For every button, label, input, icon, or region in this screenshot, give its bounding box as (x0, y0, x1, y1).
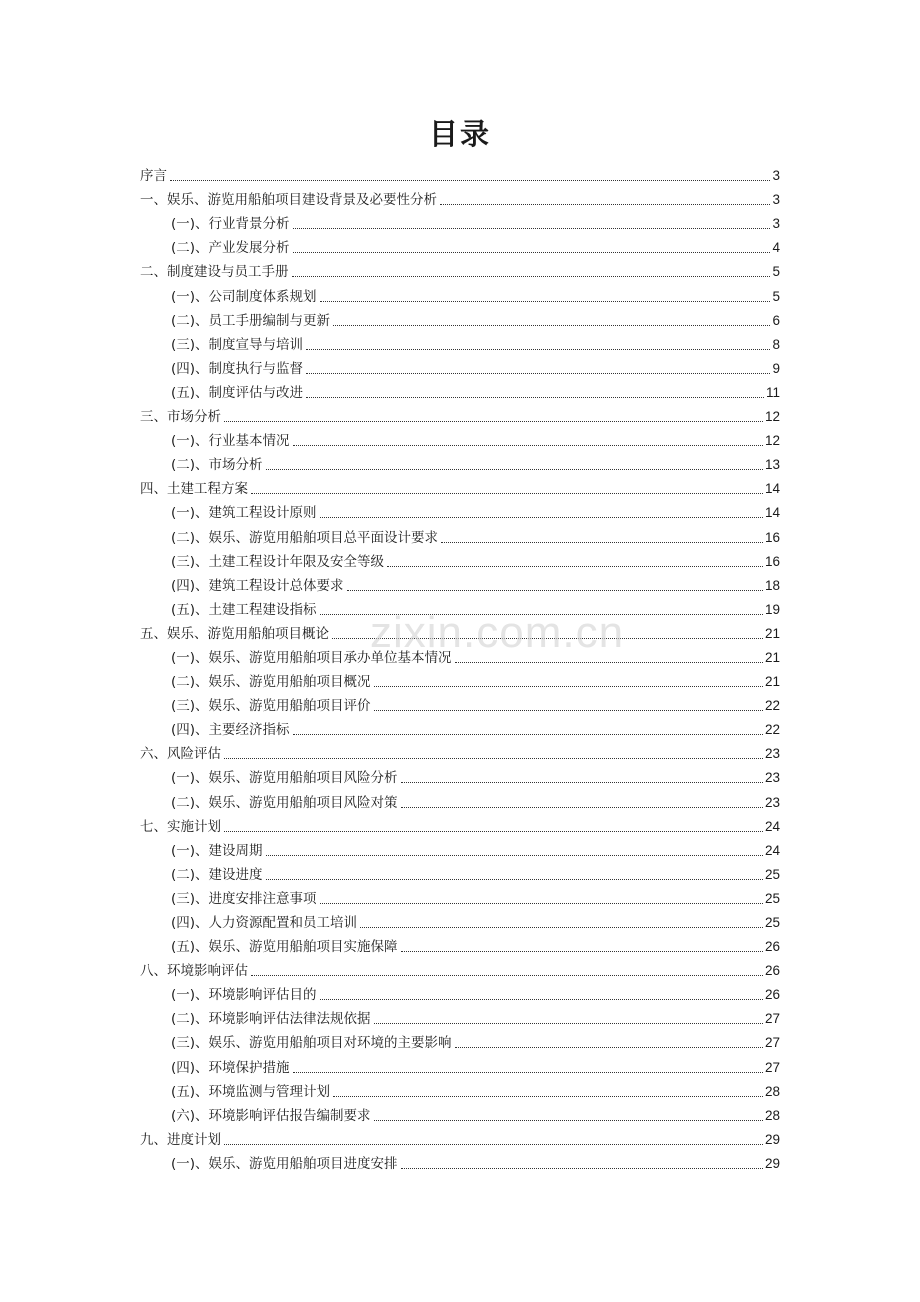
toc-entry-title: (三)、进度安排注意事项 (171, 890, 317, 907)
toc-entry[interactable] (140, 860, 780, 884)
toc-entry-title: 一、娱乐、游览用船舶项目建设背景及必要性分析 (140, 192, 437, 209)
dot-leader (455, 662, 763, 663)
toc-page-number: 23 (764, 794, 780, 810)
dot-leader (293, 445, 763, 446)
toc-entry[interactable] (140, 185, 780, 209)
toc-entry-title: (一)、娱乐、游览用船舶项目风险分析 (171, 770, 398, 787)
toc-entry[interactable] (140, 257, 780, 281)
toc-entry-title: (五)、土建工程建设指标 (171, 601, 317, 618)
toc-entry-title: (一)、行业基本情况 (171, 433, 290, 450)
dot-leader (333, 1096, 763, 1097)
toc-entry-title: 六、风险评估 (140, 746, 221, 763)
toc-entry[interactable] (140, 643, 780, 667)
toc-entry[interactable] (140, 763, 780, 787)
toc-page-number: 22 (764, 698, 780, 714)
toc-entry[interactable] (140, 330, 780, 354)
toc-page-number: 6 (772, 312, 780, 328)
dot-leader (251, 493, 763, 494)
toc-entry-title: (四)、制度执行与监督 (171, 360, 304, 377)
dot-leader (224, 758, 763, 759)
toc-entry-title: (二)、建设进度 (171, 866, 263, 883)
toc-entry[interactable] (140, 281, 780, 305)
toc-entry-title: (二)、娱乐、游览用船舶项目风险对策 (171, 794, 398, 811)
toc-page-number: 12 (764, 409, 780, 425)
toc-entry-title: (一)、建筑工程设计原则 (171, 505, 317, 522)
toc-entry[interactable] (140, 787, 780, 811)
watermark: zixin.com.cn (370, 608, 625, 657)
toc-entry[interactable] (140, 378, 780, 402)
dot-leader (306, 349, 770, 350)
dot-leader (293, 734, 763, 735)
toc-page-number: 21 (764, 674, 780, 690)
toc-entry[interactable] (140, 402, 780, 426)
dot-leader (332, 638, 763, 639)
toc-entry[interactable] (140, 426, 780, 450)
toc-entry-title: 九、进度计划 (140, 1131, 221, 1148)
toc-entry-title: 三、市场分析 (140, 409, 221, 426)
dot-leader (292, 276, 771, 277)
dot-leader (374, 1023, 763, 1024)
toc-page-number: 27 (764, 1059, 780, 1075)
toc-entry[interactable] (140, 1004, 780, 1028)
toc-page-number: 18 (764, 577, 780, 593)
toc-entry-title: (四)、人力资源配置和员工培训 (171, 915, 358, 931)
toc-page-number: 3 (772, 216, 780, 232)
toc-entry[interactable] (140, 1125, 780, 1149)
toc-entry[interactable] (140, 306, 780, 330)
dot-leader (306, 373, 770, 374)
toc-entry[interactable] (140, 571, 780, 595)
dot-leader (266, 469, 763, 470)
toc-page-number: 13 (764, 457, 780, 473)
dot-leader (266, 879, 763, 880)
toc-page-number: 24 (764, 818, 780, 834)
toc-entry[interactable] (140, 1028, 780, 1052)
toc-page-number: 22 (764, 722, 780, 738)
toc-entry[interactable] (140, 836, 780, 860)
toc-entry-title: (三)、娱乐、游览用船舶项目评价 (171, 698, 371, 715)
toc-entry[interactable] (140, 233, 780, 257)
dot-leader (266, 855, 763, 856)
dot-leader (224, 831, 763, 832)
toc-entry-title: 五、娱乐、游览用船舶项目概论 (140, 625, 329, 642)
dot-leader (320, 614, 763, 615)
toc-entry-title: (一)、娱乐、游览用船舶项目承办单位基本情况 (171, 649, 452, 666)
toc-page-number: 26 (764, 987, 780, 1003)
dot-leader (320, 517, 763, 518)
toc-entry[interactable] (140, 450, 780, 474)
toc-entry-title: (一)、环境影响评估目的 (171, 987, 317, 1004)
toc-entry[interactable] (140, 1077, 780, 1101)
toc-list (140, 161, 780, 1173)
dot-leader (251, 975, 763, 976)
dot-leader (401, 951, 763, 952)
toc-entry-title: 八、环境影响评估 (140, 963, 248, 980)
toc-entry-title: (一)、建设周期 (171, 842, 263, 859)
toc-page-number: 26 (764, 963, 780, 979)
toc-page-number: 8 (772, 336, 780, 352)
toc-entry[interactable] (140, 812, 780, 836)
dot-leader (293, 1072, 763, 1073)
dot-leader (306, 397, 764, 398)
toc-page-number: 27 (764, 1011, 780, 1027)
toc-entry-title: (四)、建筑工程设计总体要求 (171, 577, 344, 594)
dot-leader (374, 710, 763, 711)
toc-page-number: 28 (764, 1107, 780, 1123)
toc-page-number: 23 (764, 746, 780, 762)
toc-page-number: 25 (764, 915, 780, 930)
toc-entry-title: 四、土建工程方案 (140, 481, 248, 498)
toc-entry[interactable] (140, 619, 780, 643)
toc-entry[interactable] (140, 908, 780, 932)
toc-entry-title: (三)、娱乐、游览用船舶项目对环境的主要影响 (171, 1035, 452, 1052)
toc-entry-title: (二)、娱乐、游览用船舶项目概况 (171, 674, 371, 691)
toc-entry-title: (二)、员工手册编制与更新 (171, 312, 331, 329)
dot-leader (360, 927, 763, 928)
dot-leader (293, 228, 771, 229)
toc-page-number: 12 (764, 433, 780, 449)
toc-page-number: 28 (764, 1083, 780, 1099)
toc-entry-title: (五)、制度评估与改进 (171, 384, 304, 401)
toc-page-number: 21 (764, 649, 780, 665)
dot-leader (401, 807, 763, 808)
toc-entry[interactable] (140, 739, 780, 763)
toc-page-number: 23 (764, 770, 780, 786)
toc-page-number: 16 (764, 553, 780, 569)
toc-entry[interactable] (140, 956, 780, 980)
toc-entry[interactable] (140, 595, 780, 619)
dot-leader (293, 252, 771, 253)
toc-entry[interactable] (140, 498, 780, 522)
toc-entry[interactable] (140, 474, 780, 498)
dot-leader (320, 301, 771, 302)
toc-entry-title: (二)、环境影响评估法律法规依据 (171, 1011, 371, 1028)
toc-entry[interactable] (140, 209, 780, 233)
toc-entry[interactable] (140, 932, 780, 956)
toc-page-number: 24 (764, 842, 780, 858)
dot-leader (320, 999, 763, 1000)
dot-leader (440, 204, 770, 205)
toc-entry-title: 序言 (140, 168, 167, 185)
toc-entry[interactable] (140, 715, 780, 739)
dot-leader (320, 903, 763, 904)
toc-entry[interactable] (140, 1052, 780, 1076)
toc-page-number: 14 (764, 505, 780, 521)
toc-page-number: 26 (764, 939, 780, 955)
toc-entry[interactable] (140, 161, 780, 185)
toc-entry-title: (一)、娱乐、游览用船舶项目进度安排 (171, 1155, 398, 1172)
toc-entry[interactable] (140, 884, 780, 908)
toc-entry-title: (五)、环境监测与管理计划 (171, 1083, 331, 1100)
toc-entry[interactable] (140, 1101, 780, 1125)
toc-entry-title: (一)、公司制度体系规划 (171, 288, 317, 305)
toc-entry-title: (三)、制度宣导与培训 (171, 336, 304, 353)
toc-entry-title: (一)、行业背景分析 (171, 216, 290, 233)
toc-page-number: 19 (764, 601, 780, 617)
toc-page-number: 11 (765, 384, 780, 400)
toc-page-number: 5 (772, 264, 780, 280)
toc-entry[interactable] (140, 1149, 780, 1173)
toc-page-number: 3 (772, 192, 780, 208)
toc-entry-title: 二、制度建设与员工手册 (140, 264, 289, 281)
toc-entry[interactable] (140, 547, 780, 571)
dot-leader (170, 180, 770, 181)
dot-leader (455, 1047, 763, 1048)
toc-entry-title: (三)、土建工程设计年限及安全等级 (171, 553, 385, 570)
toc-page-number: 25 (764, 890, 780, 906)
dot-leader (347, 590, 763, 591)
toc-page-number: 29 (764, 1155, 780, 1171)
dot-leader (374, 1120, 763, 1121)
toc-page-number: 5 (772, 288, 780, 304)
toc-entry[interactable] (140, 691, 780, 715)
toc-entry-title: (二)、市场分析 (171, 457, 263, 474)
toc-page-number: 3 (772, 168, 780, 184)
toc-page-number: 21 (764, 625, 780, 641)
dot-leader (224, 1144, 763, 1145)
toc-page-number: 16 (764, 529, 780, 545)
dot-leader (401, 1168, 763, 1169)
toc-entry-title: 七、实施计划 (140, 818, 221, 835)
dot-leader (224, 421, 763, 422)
toc-page-number: 4 (772, 240, 780, 256)
toc-page-number: 14 (764, 481, 780, 497)
dot-leader (441, 542, 763, 543)
toc-entry[interactable] (140, 980, 780, 1004)
toc-entry-title: (二)、产业发展分析 (171, 240, 290, 257)
dot-leader (387, 566, 763, 567)
toc-entry[interactable] (140, 667, 780, 691)
toc-page-number: 27 (764, 1035, 780, 1051)
toc-entry-title: (六)、环境影响评估报告编制要求 (171, 1107, 371, 1124)
dot-leader (333, 325, 770, 326)
toc-entry-title: (五)、娱乐、游览用船舶项目实施保障 (171, 939, 398, 956)
dot-leader (374, 686, 763, 687)
toc-page-number: 9 (772, 360, 780, 376)
toc-entry[interactable] (140, 354, 780, 378)
toc-entry[interactable] (140, 522, 780, 546)
toc-page-number: 25 (764, 866, 780, 882)
toc-page-number: 29 (764, 1131, 780, 1147)
dot-leader (401, 782, 763, 783)
toc-title: 目录 (428, 117, 491, 151)
toc-entry-title: (四)、环境保护措施 (171, 1059, 290, 1076)
toc-entry-title: (四)、主要经济指标 (171, 722, 290, 739)
toc-entry-title: (二)、娱乐、游览用船舶项目总平面设计要求 (171, 529, 439, 546)
